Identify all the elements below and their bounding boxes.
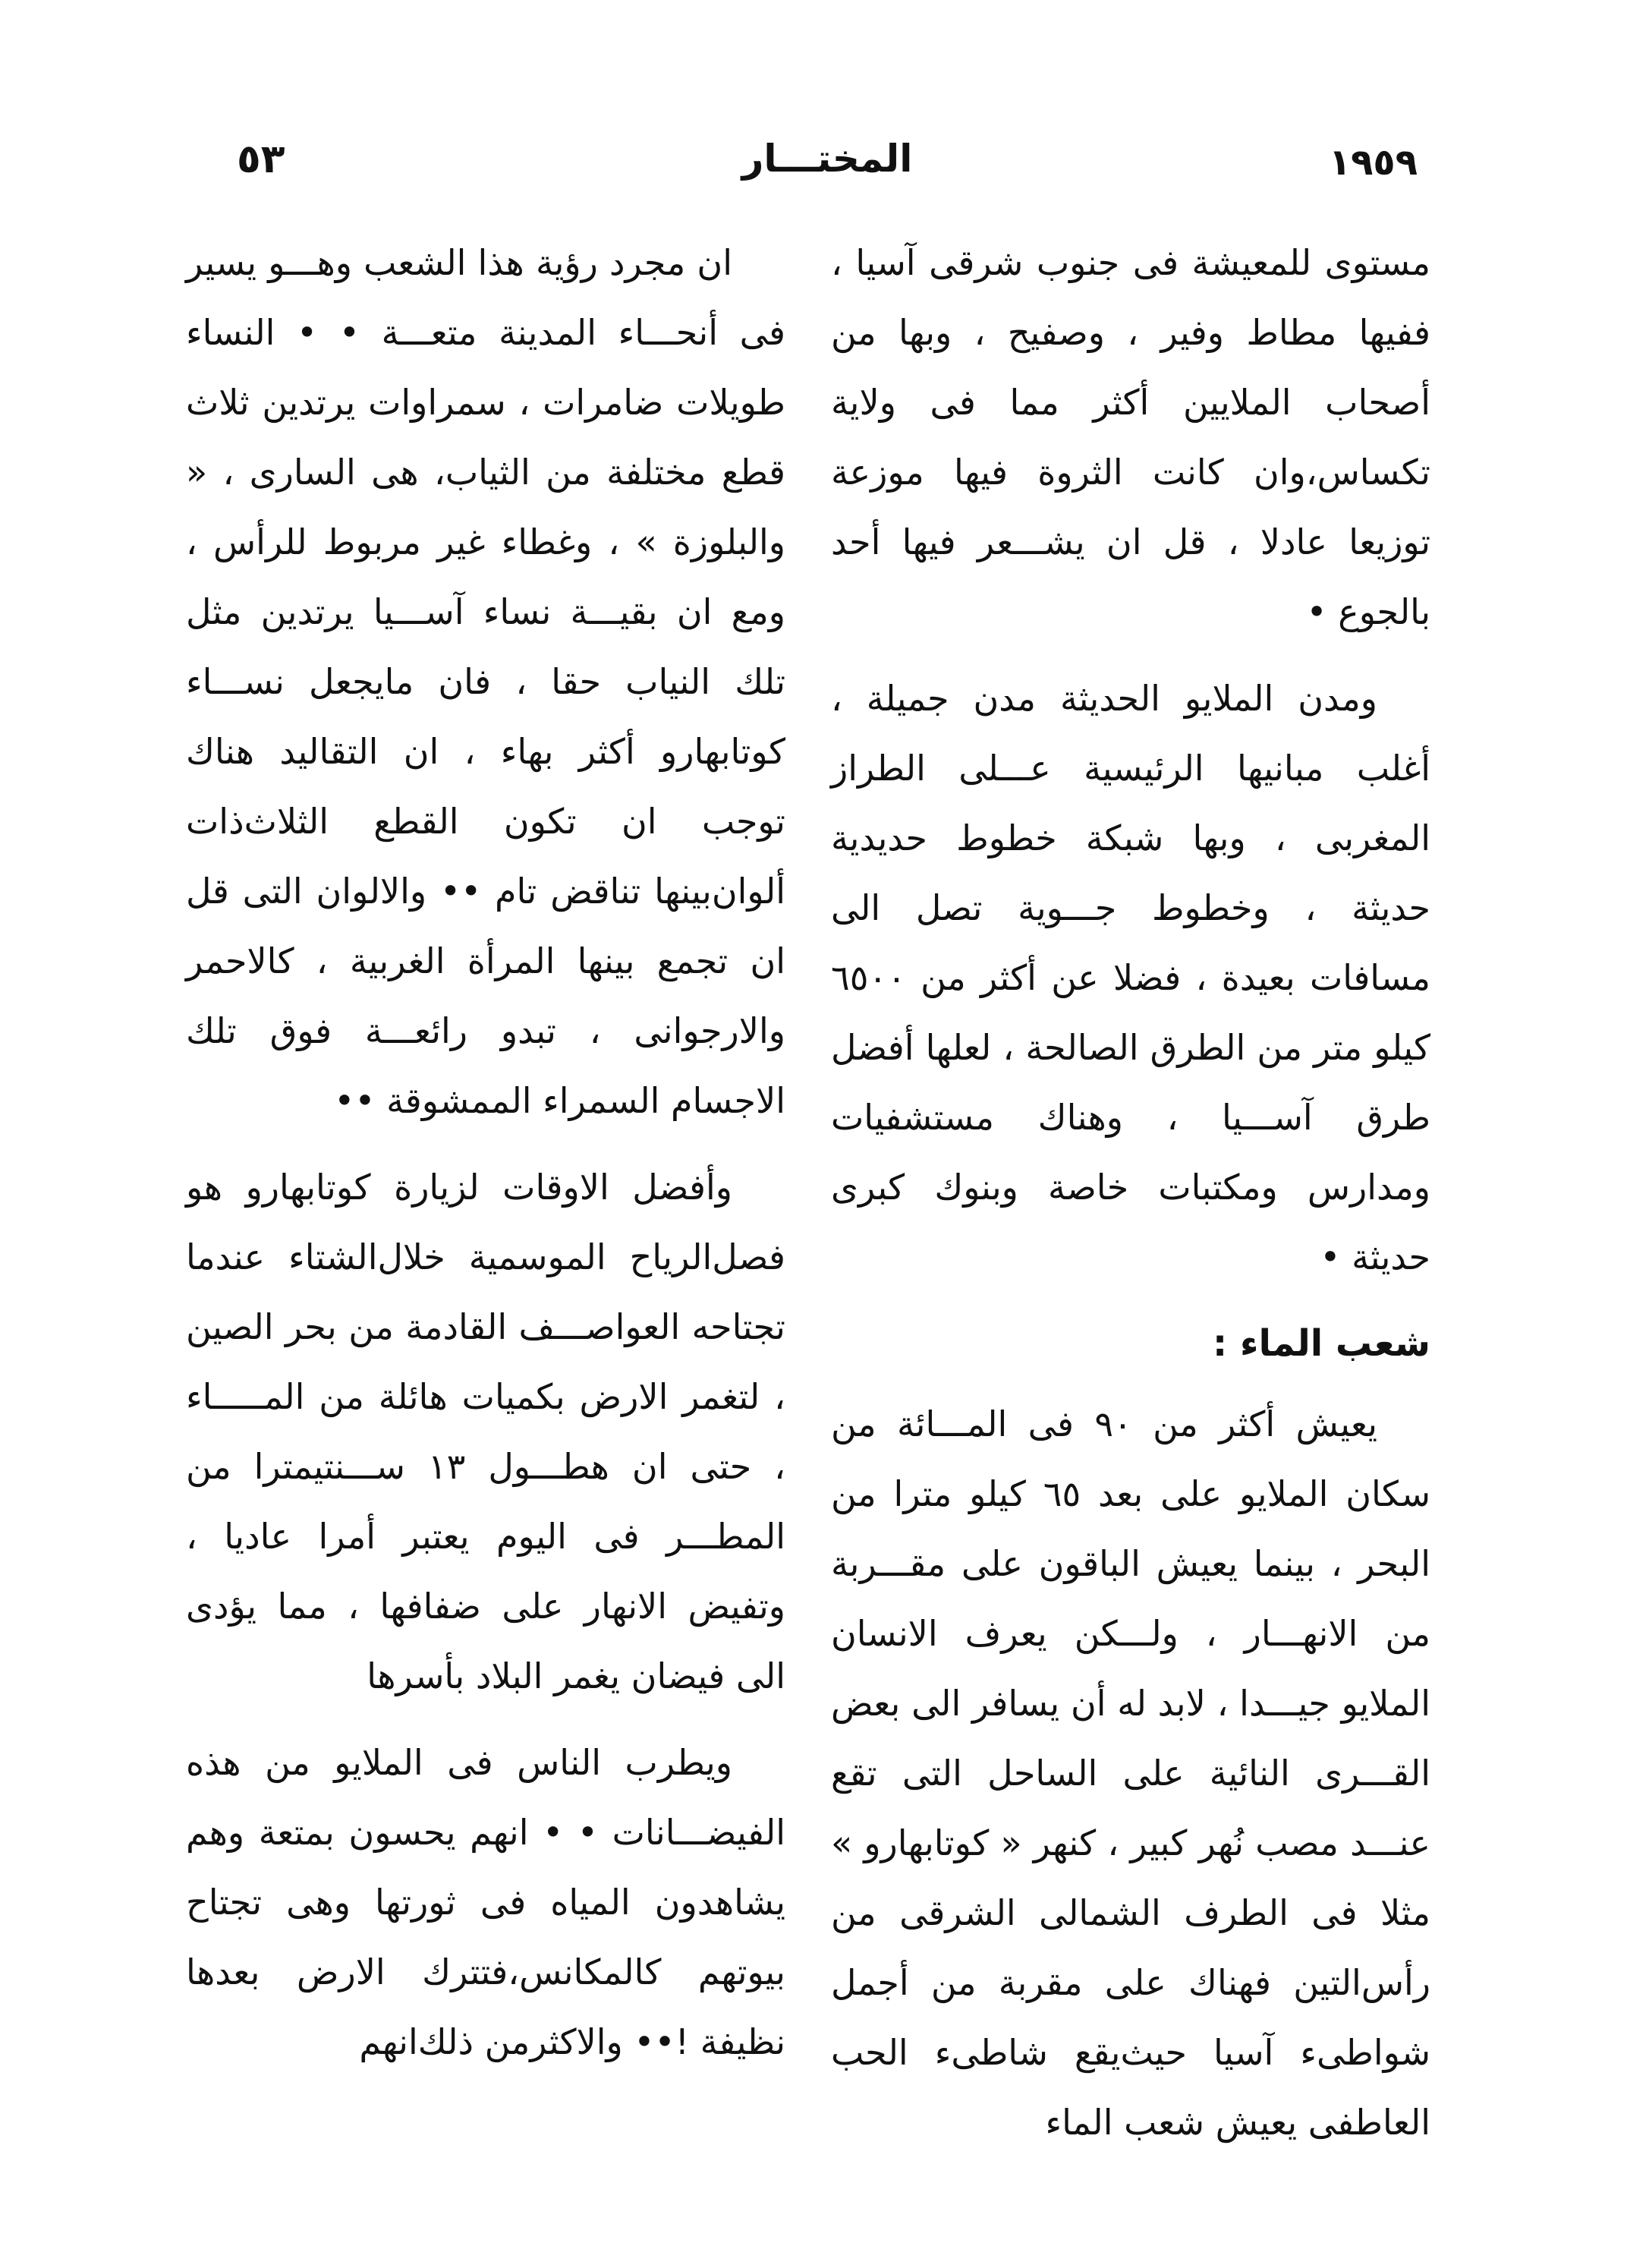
page-header	[228, 137, 1427, 197]
publication-year: ١٩٥٩	[1328, 141, 1418, 184]
section-heading: شعب الماء :	[1213, 1322, 1430, 1365]
page-number: ٥٣	[237, 137, 285, 182]
paragraph: ويطرب الناس فى الملايو من هذه الفيضـــانات • • انهم يحسون بمتعة وهم يشاهدون المياه فى ثورتها وهى تجتاح بيوتهم كالمكانس،فتترك الارض بعدها نظيفة !•• والاكثرمن ذلك‌انهم	[186, 1742, 785, 2062]
paragraph: ومدن الملايو الحديثة مدن جميلة ، أغلب مبانيها الرئيسية عـــلى الطراز المغربى ، وبها شبكة خطوط حديدية حديثة ، وخطوط جـــوية تصل الى مسافات بعيدة ، فضلا عن أكثر من ٦٥٠٠ كيلو متر من الطرق الصالحة ، لعلها أفضل طرق آســـيا ، وهناك مستشفيات ومدارس ومكتبات خاصة وبنوك كبرى حديثة •	[831, 678, 1430, 1277]
left-column	[186, 228, 785, 2093]
running-title: المختـــار	[741, 137, 913, 181]
right-column	[831, 228, 1430, 2174]
paragraph: يعيش أكثر من ٩٠ فى المـــائة من سكان الملايو على بعد ٦٥ كيلو مترا من البحر ، بينما يعيش الباقون على مقـــربة من الانهـــار ، ولـــكن يعرف الانسان الملايو جيـــدا ، لابد له أن يسافر الى بعض القـــرى النائية على الساحل التى تقع عنـــد مصب نُهر كبير ، كنهر « كوتابهارو » مثلا فى الطرف الشمالى الشرقى من رأس‌التين فهناك على مقربة من أجمل شواطىء آسيا حيث‌يقع شاطىء الحب العاطفى يعيش شعب الماء	[831, 1403, 1430, 2143]
paragraph: ان مجرد رؤية هذا الشعب وهـــو يسير فى أنحـــاء المدينة متعـــة • • النساء طويلات ضامرات ، سمراوات يرتدين ثلاث قطع مختلفة من الثياب، هى السارى ، « والبلوزة » ، وغطاء غير مربوط للرأس ، ومع ان بقيـــة نساء آســـيا يرتدين مثل تلك النياب حقا ، فان مايجعل نســـاء كوتابهارو أكثر بهاء ، ان التقاليد هناك توجب ان تكون القطع الثلاث‌ذات ألوان‌بينها تناقض تام •• والالوان التى قل ان تجمع بينها المرأة الغربية ، كالاحمر والارجوانى ، تبدو رائعـــة فوق تلك الاجسام السمراء الممشوقة ••	[186, 242, 785, 1121]
paragraph: وأفضل الاوقات لزيارة كوتابهارو هو فصل‌الرياح الموسمية خلال‌الشتاء عندما تجتاحه العواصـــف القادمة من بحر الصين ، لتغمر الارض بكميات هائلة من المـــــاء ، حتى ان هطـــول ١٣ ســـنتيمترا من المطـــر فى اليوم يعتبر أمرا عاديا ، وتفيض الانهار على ضفافها ، مما يؤدى الى فيضان يغمر البلاد بأسرها	[186, 1167, 785, 1696]
paragraph: مستوى للمعيشة فى جنوب شرقى آسيا ، ففيها مطاط وفير ، وصفيح ، وبها من أصحاب الملايين أكثر مما فى ولاية تكساس،وان كانت الثروة فيها موزعة توزيعا عادلا ، قل ان يشـــعر فيها أحد بالجوع •	[831, 242, 1430, 632]
